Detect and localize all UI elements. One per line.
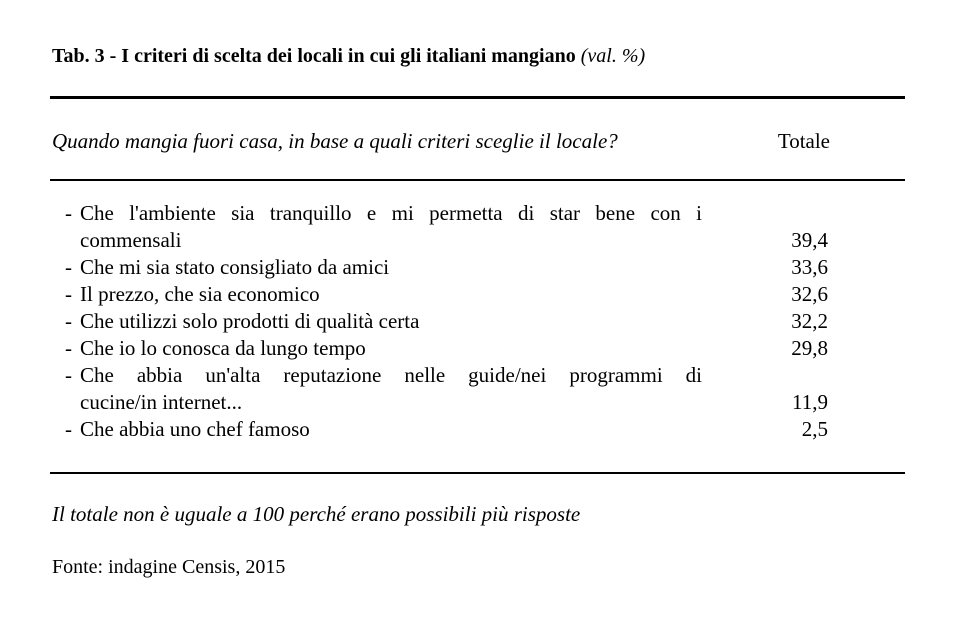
row-label-line: Che mi sia stato consigliato da amici (80, 255, 390, 279)
row-label (80, 416, 702, 443)
row-label-line: Che utilizzi solo prodotti di qualità certa (80, 309, 420, 333)
divider-header (50, 179, 905, 181)
footnote: Il totale non è uguale a 100 perché erano possibili più risposte (52, 502, 581, 526)
row-value: 32,6 (791, 282, 828, 306)
row-label (80, 200, 702, 254)
divider-bottom (50, 472, 905, 474)
row-value: 32,2 (791, 309, 828, 333)
bullet-dash: - (65, 309, 72, 333)
bullet-dash: - (65, 255, 72, 279)
row-value: 2,5 (801, 417, 828, 441)
row-value: 11,9 (792, 390, 828, 414)
bullet-dash: - (65, 363, 72, 387)
table-row (52, 362, 905, 416)
row-label (80, 254, 702, 281)
table-row (52, 200, 905, 254)
row-label (80, 281, 702, 308)
column-header-totale: Totale (777, 129, 830, 153)
table-unit-note: (val. %) (580, 45, 646, 67)
row-label-line: Che l'ambiente sia tranquillo e mi permetta di star bene con i (80, 201, 702, 225)
row-label-line: commensali (80, 228, 182, 252)
table-row (52, 335, 905, 362)
row-label-line: Che abbia un'alta reputazione nelle guide/nei programmi di (80, 363, 702, 387)
table-number: Tab. 3 - (52, 45, 117, 67)
bullet-dash: - (65, 417, 72, 441)
table-header-row (52, 128, 905, 154)
row-label-line: Che abbia uno chef famoso (80, 417, 310, 441)
row-value: 29,8 (791, 336, 828, 360)
table-row (52, 281, 905, 308)
table-question: Quando mangia fuori casa, in base a quali criteri sceglie il locale? (52, 129, 618, 153)
table-row (52, 308, 905, 335)
table-body (52, 200, 905, 443)
table-title (52, 44, 905, 69)
row-value: 39,4 (791, 228, 828, 252)
bullet-dash: - (65, 201, 72, 225)
source-line: Fonte: indagine Censis, 2015 (52, 556, 286, 578)
table-row (52, 254, 905, 281)
table-title-text: I criteri di scelta dei locali in cui gli italiani mangiano (121, 45, 576, 67)
row-label (80, 308, 702, 335)
row-label (80, 335, 702, 362)
row-value: 33,6 (791, 255, 828, 279)
row-label (80, 362, 702, 416)
row-label-line: Che io lo conosca da lungo tempo (80, 336, 366, 360)
row-label-line: Il prezzo, che sia economico (80, 282, 320, 306)
bullet-dash: - (65, 336, 72, 360)
bullet-dash: - (65, 282, 72, 306)
row-label-line: cucine/in internet... (80, 390, 243, 414)
divider-top (50, 96, 905, 99)
table-row (52, 416, 905, 443)
